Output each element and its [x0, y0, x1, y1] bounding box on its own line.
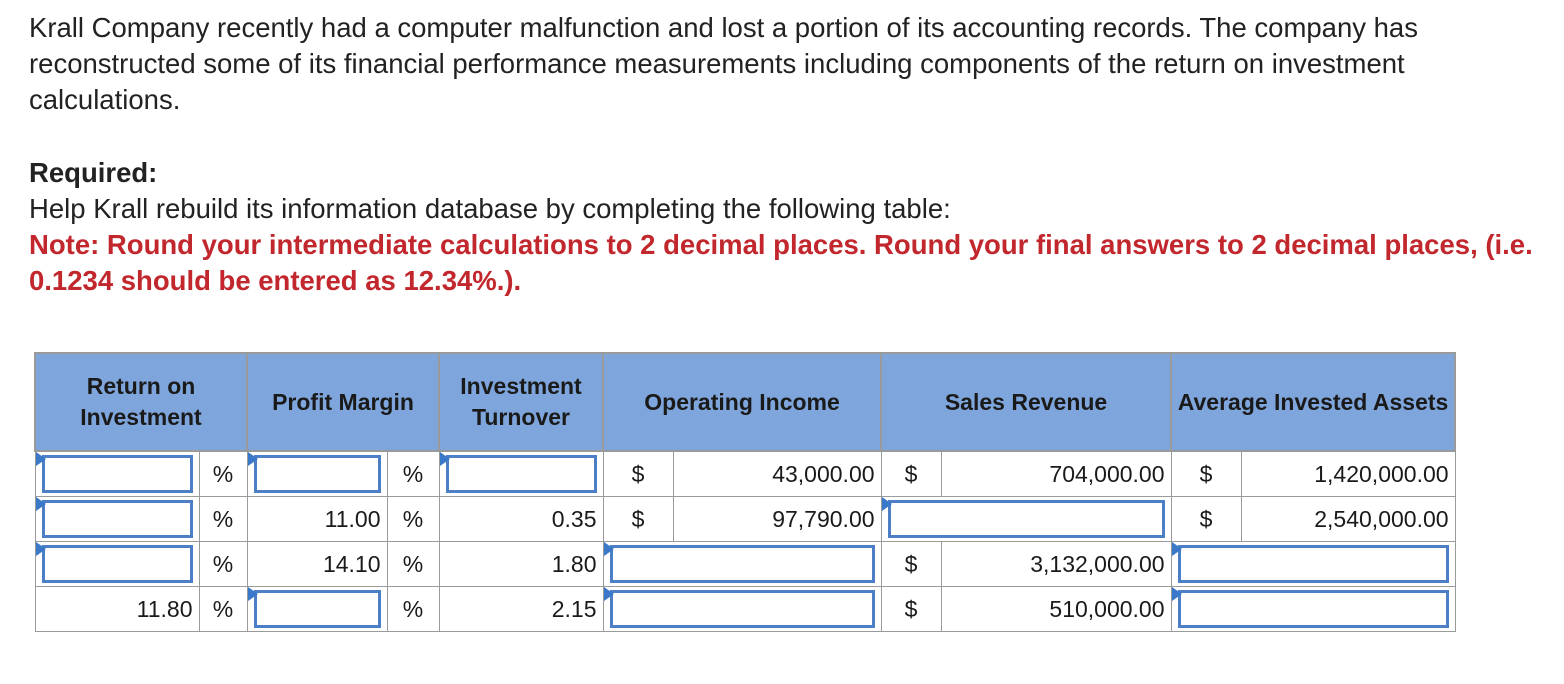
input-box[interactable] — [42, 545, 193, 583]
operating-income-value: 43,000.00 — [673, 451, 881, 497]
dollar-sign: $ — [603, 451, 673, 497]
table-row — [35, 451, 1455, 497]
input-box[interactable] — [610, 590, 875, 628]
dollar-sign: $ — [1171, 451, 1241, 497]
dollar-sign: $ — [603, 497, 673, 542]
header-operating-income: Operating Income — [603, 353, 881, 451]
input-box[interactable] — [1178, 545, 1449, 583]
percent-sign: % — [199, 451, 247, 497]
sales-revenue-value: 510,000.00 — [941, 587, 1171, 632]
operating-income-input-row3[interactable] — [603, 542, 881, 587]
profit-margin-value: 14.10 — [247, 542, 387, 587]
input-box[interactable] — [42, 455, 193, 493]
investment-turnover-value: 2.15 — [439, 587, 603, 632]
header-roi: Return on Investment — [35, 353, 247, 451]
input-box[interactable] — [888, 500, 1165, 538]
profit-margin-input-row1[interactable] — [247, 451, 387, 497]
input-box[interactable] — [446, 455, 597, 493]
header-profit-margin: Profit Margin — [247, 353, 439, 451]
roi-input-row2[interactable] — [35, 497, 199, 542]
table-row — [35, 587, 1455, 632]
dollar-sign: $ — [881, 451, 941, 497]
input-box[interactable] — [610, 545, 875, 583]
operating-income-input-row4[interactable] — [603, 587, 881, 632]
profit-margin-value: 11.00 — [247, 497, 387, 542]
rounding-note: Note: Round your intermediate calculations to 2 decimal places. Round your final answers to 2 decimal places, (i.e. 0.1234 should be entered as 12.34%.). — [29, 229, 1533, 296]
required-instruction: Help Krall rebuild its information database by completing the following table: — [29, 193, 951, 224]
roi-value: 11.80 — [35, 587, 199, 632]
operating-income-value: 97,790.00 — [673, 497, 881, 542]
table-row — [35, 542, 1455, 587]
roi-table — [34, 352, 1456, 632]
investment-turnover-value: 0.35 — [439, 497, 603, 542]
average-invested-assets-input-row3[interactable] — [1171, 542, 1455, 587]
roi-input-row1[interactable] — [35, 451, 199, 497]
percent-sign: % — [387, 451, 439, 497]
input-box[interactable] — [254, 590, 381, 628]
percent-sign: % — [199, 542, 247, 587]
investment-turnover-input-row1[interactable] — [439, 451, 603, 497]
header-average-invested-assets: Average Invested Assets — [1171, 353, 1455, 451]
sales-revenue-value: 704,000.00 — [941, 451, 1171, 497]
dollar-sign: $ — [881, 542, 941, 587]
input-box[interactable] — [1178, 590, 1449, 628]
investment-turnover-value: 1.80 — [439, 542, 603, 587]
sales-revenue-input-row2[interactable] — [881, 497, 1171, 542]
percent-sign: % — [387, 542, 439, 587]
percent-sign: % — [199, 497, 247, 542]
roi-input-row3[interactable] — [35, 542, 199, 587]
dollar-sign: $ — [1171, 497, 1241, 542]
header-sales-revenue: Sales Revenue — [881, 353, 1171, 451]
percent-sign: % — [387, 497, 439, 542]
table-row — [35, 497, 1455, 542]
required-heading: Required: — [29, 157, 158, 188]
profit-margin-input-row4[interactable] — [247, 587, 387, 632]
average-invested-assets-input-row4[interactable] — [1171, 587, 1455, 632]
problem-intro: Krall Company recently had a computer malfunction and lost a portion of its accounting records. The company has reconstructed some of its financial performance measurements including components of the return on investment calculations. — [29, 12, 1418, 115]
sales-revenue-value: 3,132,000.00 — [941, 542, 1171, 587]
average-invested-assets-value: 1,420,000.00 — [1241, 451, 1455, 497]
average-invested-assets-value: 2,540,000.00 — [1241, 497, 1455, 542]
dollar-sign: $ — [881, 587, 941, 632]
percent-sign: % — [199, 587, 247, 632]
header-row — [35, 353, 1455, 451]
input-box[interactable] — [42, 500, 193, 538]
percent-sign: % — [387, 587, 439, 632]
required-section — [29, 155, 1539, 299]
header-investment-turnover: Investment Turnover — [439, 353, 603, 451]
input-box[interactable] — [254, 455, 381, 493]
